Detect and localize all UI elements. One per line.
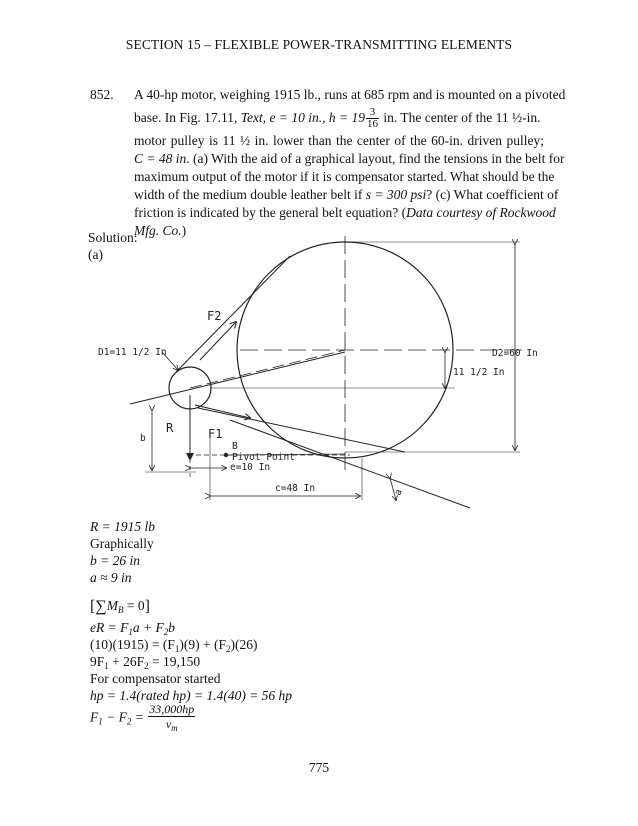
problem-var-c: C = 48 in bbox=[134, 151, 187, 166]
eq-part: )(26) bbox=[230, 637, 258, 652]
eq-sub: 1 bbox=[128, 627, 133, 637]
solution-label: Solution: bbox=[88, 230, 138, 245]
d1-label: D1=11 1/2 In bbox=[98, 347, 167, 358]
belt-slack-side bbox=[198, 408, 405, 452]
eq-part: F bbox=[90, 709, 99, 725]
fraction-denominator bbox=[148, 717, 195, 735]
force-fraction bbox=[148, 702, 195, 735]
eq-part: eR = F bbox=[90, 620, 129, 635]
eq-sub: 2 bbox=[225, 644, 231, 654]
f1-arrow bbox=[195, 405, 250, 418]
fraction-denominator: 16 bbox=[367, 118, 378, 131]
page-number: 775 bbox=[308, 760, 330, 775]
bracket-right: ] bbox=[144, 598, 150, 615]
a-label: a bbox=[392, 487, 405, 498]
f2-label: F2 bbox=[207, 309, 222, 323]
eq-graphically: Graphically bbox=[90, 536, 154, 551]
eq-r: R = 1915 lb bbox=[90, 519, 155, 534]
eq-part: = 19,150 bbox=[148, 654, 201, 669]
eq-part: − F bbox=[102, 709, 127, 725]
r-label: R bbox=[166, 421, 174, 435]
eq-compensator: For compensator started bbox=[90, 671, 221, 686]
eq-sub: 1 bbox=[98, 716, 103, 727]
eq-moment bbox=[90, 597, 150, 619]
fraction-numerator: 33,000hp bbox=[149, 702, 195, 716]
pivot-label: Pivot Point bbox=[232, 452, 295, 463]
eq-part: )(9) + (F bbox=[179, 637, 226, 652]
eq-force-diff bbox=[90, 702, 196, 735]
eq-part: (10)(1915) = (F bbox=[90, 637, 175, 652]
eq-sub: m bbox=[171, 723, 178, 733]
eq-a: a ≈ 9 in bbox=[90, 570, 132, 585]
problem-credit: Mfg. Co. bbox=[134, 223, 182, 238]
eq-part: a + F bbox=[132, 620, 164, 635]
eq-sub: 2 bbox=[144, 661, 149, 671]
eq-sub: 1 bbox=[174, 644, 180, 654]
center-line bbox=[190, 350, 345, 388]
problem-text: ? (c) What coefficient of bbox=[426, 187, 559, 202]
moment-rest: = 0 bbox=[123, 598, 145, 613]
problem-var-h: h = 19 bbox=[328, 110, 365, 125]
problem-text: base. In Fig. 17.11, bbox=[134, 110, 238, 125]
c-label: c=48 In bbox=[275, 483, 316, 494]
belt-tight-side bbox=[176, 256, 290, 372]
eq-part: 9F bbox=[90, 654, 105, 669]
problem-text: in. The center of the 11 ½-in. bbox=[383, 110, 541, 125]
eq-part: + 26F bbox=[108, 654, 145, 669]
section-header: SECTION 15 – FLEXIBLE POWER-TRANSMITTING ELEMENTS bbox=[125, 37, 513, 52]
solution-part-a: (a) bbox=[88, 247, 103, 262]
problem-number: 852. bbox=[90, 87, 114, 102]
e-label: e=10 In bbox=[230, 462, 271, 473]
eq-part: v bbox=[165, 717, 172, 731]
bracket-left: [ bbox=[90, 598, 96, 615]
problem-var-e: e = 10 in., bbox=[269, 110, 326, 125]
b-label: b bbox=[140, 433, 146, 444]
f1-label: F1 bbox=[208, 427, 223, 441]
problem-var-s: s = 300 psi bbox=[365, 187, 427, 202]
moment-sub: B bbox=[117, 605, 124, 615]
b-point-label: B bbox=[232, 441, 238, 452]
problem-text: width of the medium double leather belt if bbox=[134, 187, 363, 202]
eq-part: = bbox=[131, 709, 148, 725]
eq-hp: hp = 1.4(rated hp) = 1.4(40) = 56 hp bbox=[90, 688, 293, 703]
fraction-numerator: 3 bbox=[366, 107, 379, 119]
eq-sub: 2 bbox=[163, 627, 169, 637]
moment-var: M bbox=[106, 598, 118, 613]
problem-line-3: motor pulley is 11 ½ in. lower than the center of the 60-in. driven pulley; bbox=[134, 133, 544, 148]
problem-text: friction is indicated by the general belt equation? ( bbox=[134, 205, 407, 220]
offset-label: 11 1/2 In bbox=[453, 367, 505, 378]
problem-text: ) bbox=[181, 223, 187, 238]
eq-sub: 2 bbox=[126, 716, 132, 727]
d2-label: D2=60 In bbox=[492, 348, 538, 359]
eq-part: b bbox=[168, 620, 175, 635]
problem-credit: Data courtesy of Rockwood bbox=[406, 205, 556, 220]
eq-sub: 1 bbox=[104, 661, 109, 671]
sum-symbol: ∑ bbox=[95, 598, 107, 615]
problem-line-5: maximum output of the motor if it is compensator started. What should be the bbox=[134, 169, 555, 184]
problem-text: . (a) With the aid of a graphical layout, find the tensions in the belt for bbox=[186, 151, 565, 166]
problem-text-italic: Text, bbox=[240, 110, 267, 125]
eq-b: b = 26 in bbox=[90, 553, 140, 568]
problem-line-1: A 40-hp motor, weighing 1915 lb., runs at 685 rpm and is mounted on a pivoted bbox=[134, 87, 566, 102]
f2-arrow bbox=[200, 322, 236, 360]
